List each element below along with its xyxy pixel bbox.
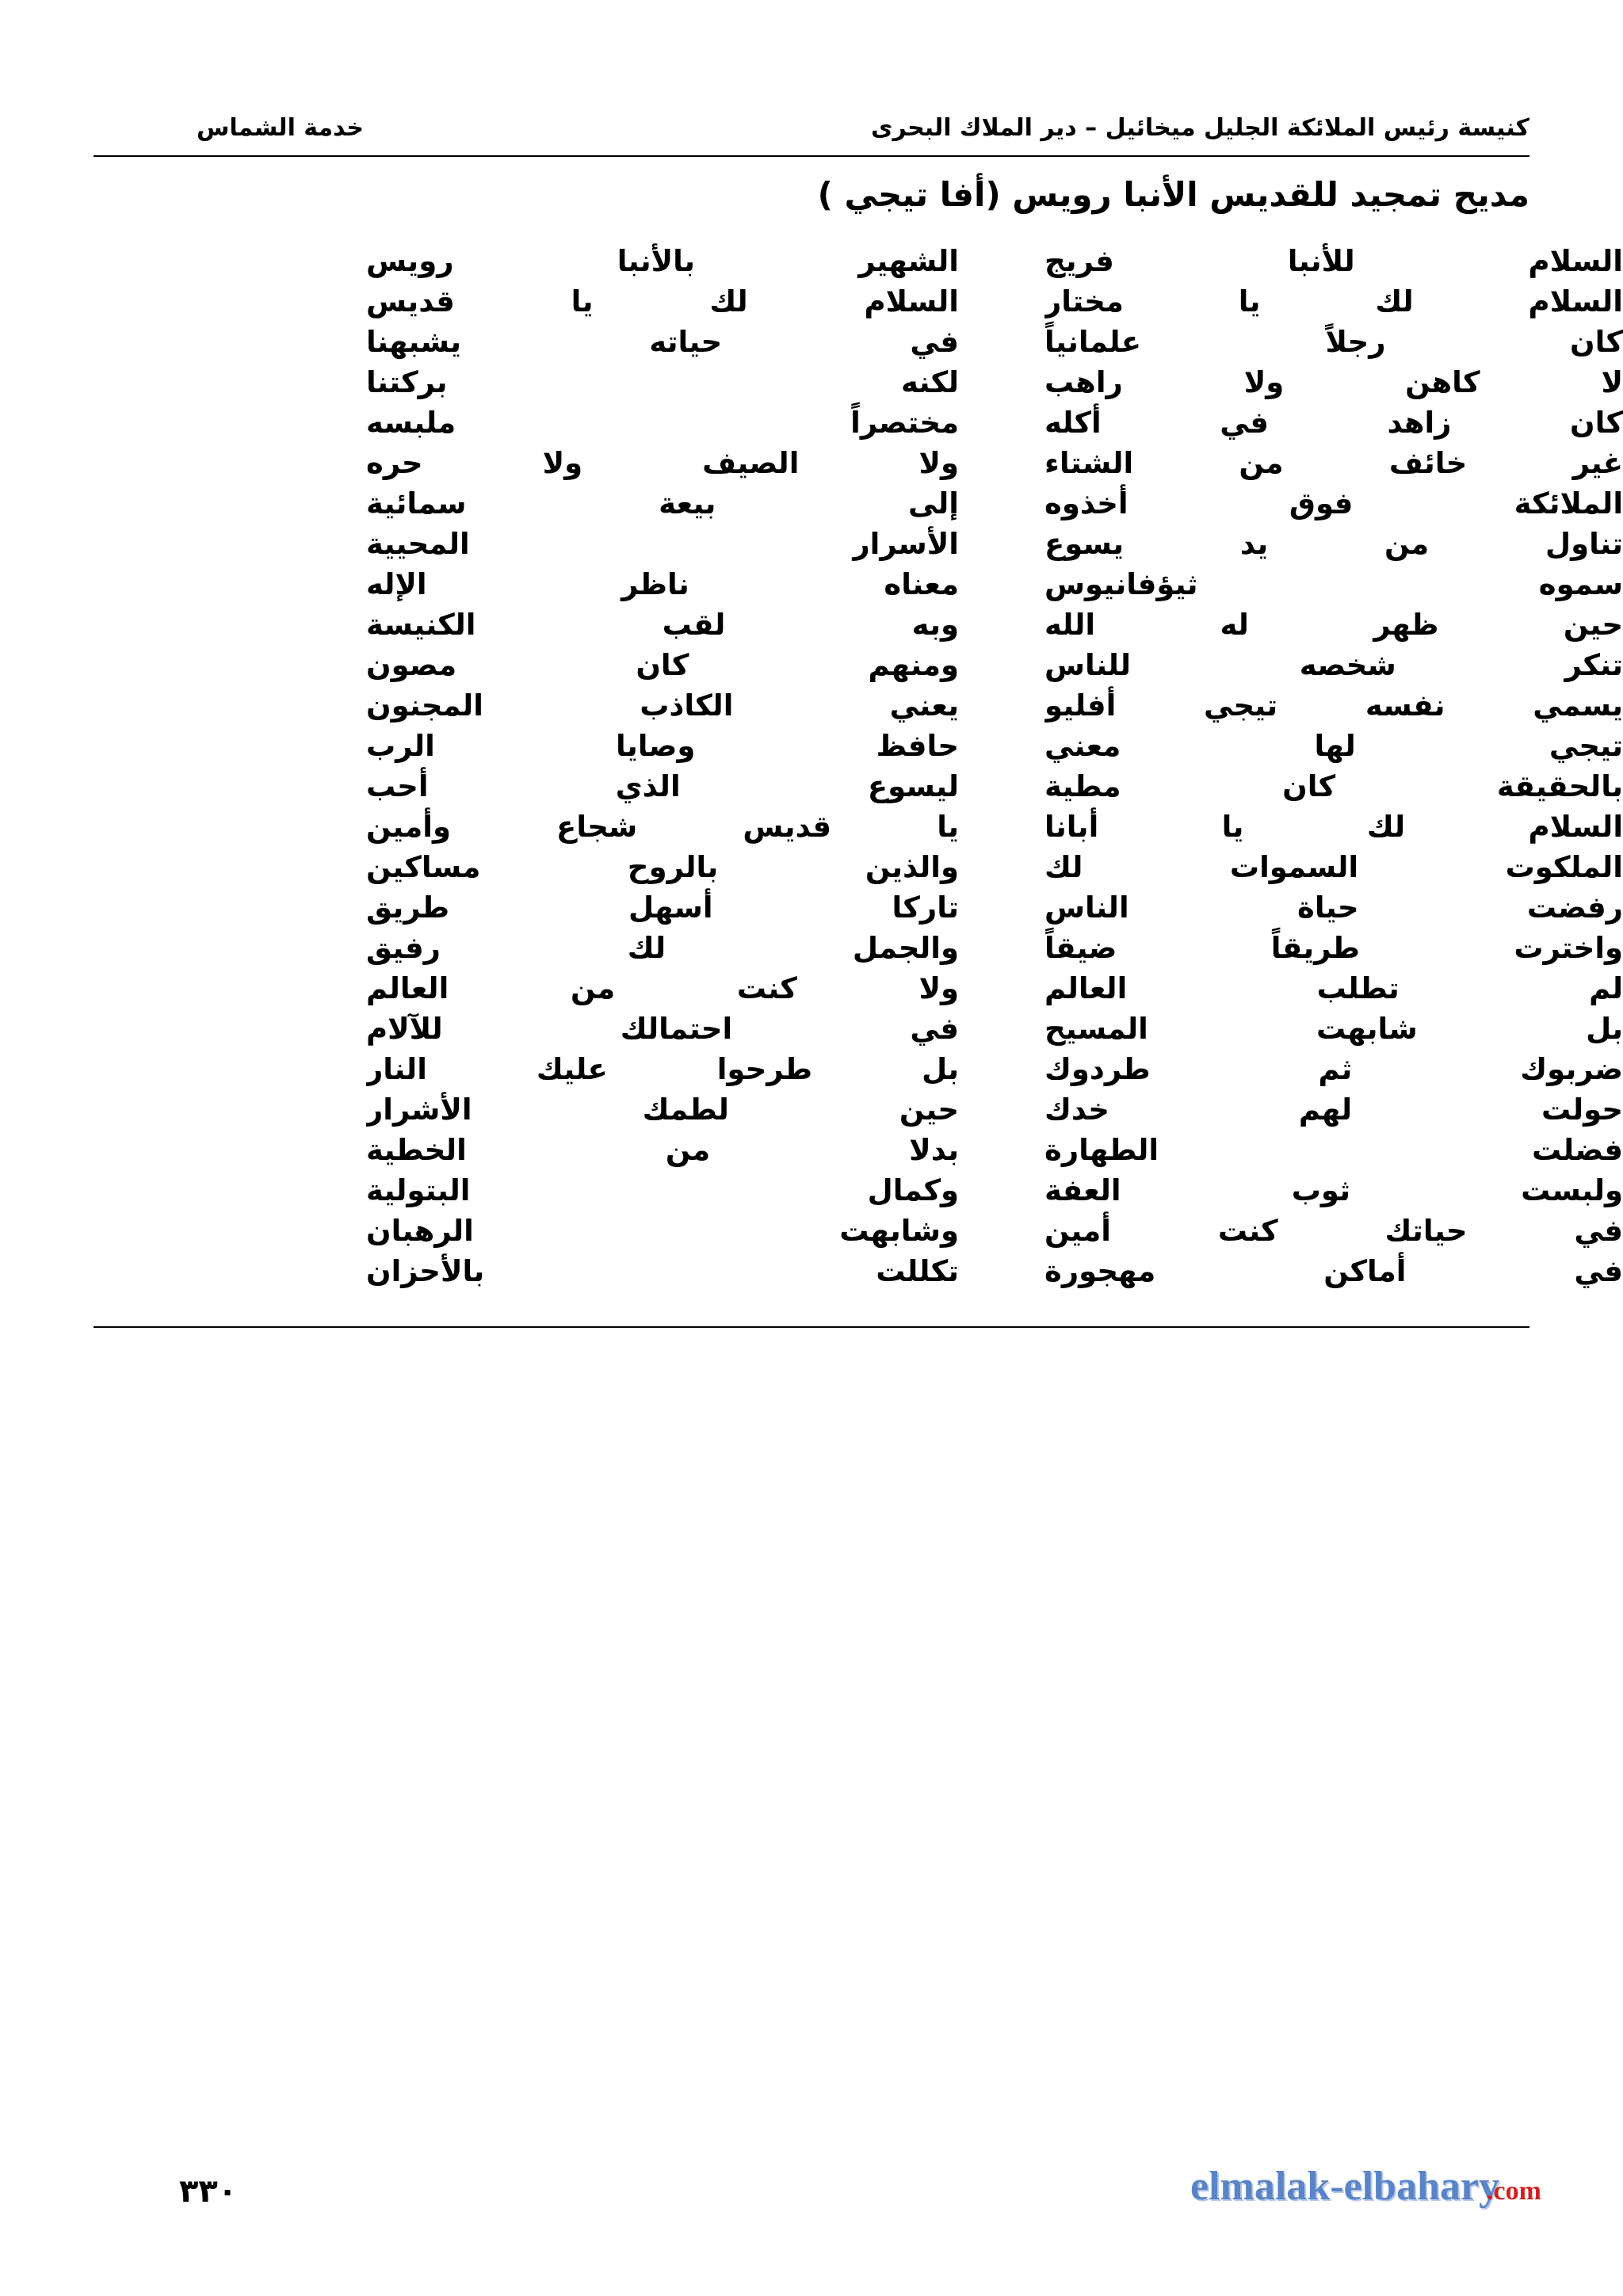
- verse-row: [0, 805, 1623, 849]
- verse-row: [0, 724, 1623, 769]
- verse-first-half: حين ظهر له الله: [1044, 608, 1623, 642]
- verse-first-half: السلام لك يا مختار: [1044, 284, 1623, 318]
- verse-row: [0, 926, 1623, 971]
- verse-row: [0, 441, 1623, 486]
- verse-first-half: الملائكة فوق أخذوه: [1044, 486, 1623, 521]
- header-service-title: خدمة الشماس: [197, 114, 365, 142]
- verse-second-half: بل طرحوا عليك النار: [366, 1052, 959, 1086]
- verse-first-half: بالحقيقة كان مطية: [1044, 769, 1623, 803]
- verses-list: [0, 239, 1623, 1348]
- verse-row: [0, 1169, 1623, 1213]
- verse-first-half: يسمي نفسه تيجي أفليو: [1044, 688, 1623, 723]
- verse-first-half: تيجي لها معني: [1044, 729, 1623, 763]
- verse-second-half: في احتمالك للآلام: [366, 1012, 959, 1046]
- site-logo-suffix: .com: [1487, 2176, 1541, 2206]
- verse-first-half: حولت لهم خدك: [1044, 1093, 1623, 1127]
- verse-row: [0, 1088, 1623, 1132]
- verse-second-half: معناه ناظر الإله: [366, 567, 959, 601]
- verse-row: [0, 1007, 1623, 1051]
- verse-first-half: في أماكن مهجورة: [1044, 1254, 1623, 1288]
- verse-row: [0, 1249, 1623, 1294]
- verse-first-half: واخترت طريقاً ضيقاً: [1044, 931, 1623, 965]
- verse-second-half: ليسوع الذي أحب: [366, 769, 959, 803]
- verse-first-half: فضلت الطهارة: [1044, 1133, 1623, 1167]
- verse-first-half: سموه ثيؤفانيوس: [1044, 567, 1623, 601]
- verse-second-half: يا قديس شجاع وأمين: [366, 810, 959, 844]
- verse-second-half: الأسرار المحيية: [366, 527, 959, 561]
- verse-first-half: الملكوت السموات لك: [1044, 850, 1623, 884]
- verse-second-half: في حياته يشبهنا: [366, 325, 959, 359]
- verse-row: [0, 1047, 1623, 1092]
- verse-second-half: تكللت بالأحزان: [366, 1254, 959, 1288]
- verse-first-half: بل شابهت المسيح: [1044, 1012, 1623, 1046]
- verse-row: [0, 320, 1623, 364]
- verse-row: [0, 886, 1623, 930]
- verse-first-half: لا كاهن ولا راهب: [1044, 365, 1623, 399]
- verse-second-half: ولا الصيف ولا حره: [366, 446, 959, 480]
- page-number: ٣٣٠: [179, 2173, 238, 2210]
- verse-first-half: غير خائف من الشتاء: [1044, 446, 1623, 480]
- verse-first-half: لم تطلب العالم: [1044, 971, 1623, 1005]
- verse-row: [0, 765, 1623, 809]
- verse-row: [0, 360, 1623, 405]
- verse-second-half: الشهير بالأنبا رويس: [366, 244, 959, 278]
- verse-second-half: حين لطمك الأشرار: [366, 1093, 959, 1127]
- verse-second-half: مختصراً ملبسه: [366, 406, 959, 440]
- verse-first-half: تناول من يد يسوع: [1044, 527, 1623, 561]
- verse-row: [0, 1209, 1623, 1253]
- verse-second-half: ولا كنت من العالم: [366, 971, 959, 1005]
- verse-first-half: في حياتك كنت أمين: [1044, 1214, 1623, 1248]
- verse-first-half: كان رجلاً علمانياً: [1044, 325, 1623, 359]
- verse-row: [0, 401, 1623, 445]
- page-title: مديح تمجيد للقديس الأنبا رويس (أفا تيجي ): [817, 175, 1529, 214]
- site-logo: [1190, 2161, 1541, 2217]
- verse-second-half: حافظ وصايا الرب: [366, 729, 959, 763]
- verse-first-half: السلام للأنبا فريج: [1044, 244, 1623, 278]
- verse-second-half: والجمل لك رفيق: [366, 931, 959, 965]
- verse-first-half: ولبست ثوب العفة: [1044, 1173, 1623, 1207]
- verse-second-half: والذين بالروح مساكين: [366, 850, 959, 884]
- verse-row: [0, 845, 1623, 890]
- footer-divider: [94, 1326, 1529, 1328]
- verse-row: [0, 603, 1623, 647]
- verse-row: [0, 239, 1623, 284]
- verse-row: [0, 684, 1623, 728]
- verse-row: [0, 1128, 1623, 1173]
- verse-row: [0, 522, 1623, 566]
- verse-second-half: ومنهم كان مصون: [366, 648, 959, 682]
- header-church-title: كنيسة رئيس الملائكة الجليل ميخائيل – دير الملاك البحرى: [870, 114, 1529, 142]
- verse-row: [0, 967, 1623, 1011]
- verse-second-half: وبه لقب الكنيسة: [366, 608, 959, 642]
- verse-row: [0, 643, 1623, 688]
- verse-second-half: يعني الكاذب المجنون: [366, 688, 959, 723]
- verse-row: [0, 280, 1623, 324]
- verse-first-half: السلام لك يا أبانا: [1044, 810, 1623, 844]
- verse-first-half: كان زاهد في أكله: [1044, 406, 1623, 440]
- verse-second-half: بدلا من الخطية: [366, 1133, 959, 1167]
- verse-second-half: تاركا أسهل طريق: [366, 891, 959, 925]
- verse-first-half: تنكر شخصه للناس: [1044, 648, 1623, 682]
- verse-second-half: وشابهت الرهبان: [366, 1214, 959, 1248]
- site-logo-text: elmalak-elbahary: [1190, 2164, 1499, 2209]
- verse-first-half: رفضت حياة الناس: [1044, 891, 1623, 925]
- verse-second-half: إلى بيعة سمائية: [366, 486, 959, 521]
- verse-second-half: وكمال البتولية: [366, 1173, 959, 1207]
- header-divider: [94, 155, 1529, 157]
- verse-first-half: ضربوك ثم طردوك: [1044, 1052, 1623, 1086]
- verse-second-half: لكنه بركتنا: [366, 365, 959, 399]
- verse-row: [0, 482, 1623, 526]
- verse-second-half: السلام لك يا قديس: [366, 284, 959, 318]
- verse-row: [0, 563, 1623, 607]
